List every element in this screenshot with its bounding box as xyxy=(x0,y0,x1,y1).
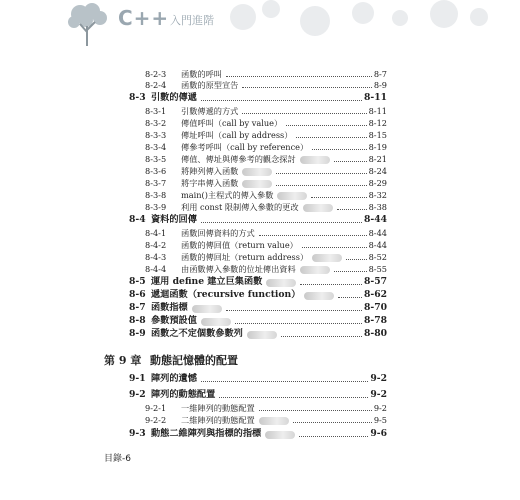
toc-page-number: 9-2 xyxy=(370,389,387,400)
toc-title: 運用 define 建立巨集函數 xyxy=(151,276,263,287)
toc-entry xyxy=(129,390,387,400)
toc-title: 陣列的動態配置 xyxy=(151,389,216,400)
toc-leader-dots xyxy=(346,258,366,260)
toc-entry xyxy=(145,80,387,90)
watermark-badge-icon xyxy=(300,156,330,164)
toc-entry xyxy=(145,415,387,425)
toc-page-number: 8-21 xyxy=(368,154,387,164)
toc-entry xyxy=(129,290,387,300)
book-subtitle: 入門進階 xyxy=(170,14,214,27)
toc-entry xyxy=(145,178,387,188)
toc-entry xyxy=(145,166,387,176)
toc-leader-dots xyxy=(276,172,366,174)
toc-number: 8-4-1 xyxy=(145,228,167,238)
toc-title: 利用 const 限制傳入參數的更改 xyxy=(181,202,299,212)
toc-leader-dots xyxy=(302,246,367,248)
decorative-bokeh-icon xyxy=(430,0,458,28)
toc-leader-dots xyxy=(334,270,367,272)
watermark-badge-icon xyxy=(242,180,272,188)
decorative-bokeh-icon xyxy=(392,10,408,26)
toc-title: main()主程式的傳入參數 xyxy=(181,190,274,200)
toc-number: 9-1 xyxy=(129,373,146,384)
toc-title: 二維陣列的動態配置 xyxy=(181,415,255,425)
toc-title: 傳址呼叫（call by address） xyxy=(181,130,293,140)
toc-entry xyxy=(129,329,387,339)
toc-leader-dots xyxy=(281,335,362,337)
toc-page-number: 8-32 xyxy=(368,190,387,200)
watermark-badge-icon xyxy=(312,254,342,262)
toc-page-number: 9-2 xyxy=(370,373,387,384)
toc-number: 8-4-2 xyxy=(145,240,167,250)
toc-leader-dots xyxy=(293,421,372,423)
toc-entry xyxy=(145,228,387,238)
toc-leader-dots xyxy=(201,380,368,382)
toc-page-number: 8-44 xyxy=(368,228,387,238)
watermark-badge-icon xyxy=(265,431,295,439)
toc-page-number: 8-19 xyxy=(368,142,387,152)
toc-title: 引數的傳遞 xyxy=(151,92,197,103)
toc-leader-dots xyxy=(242,86,371,88)
toc-leader-dots xyxy=(312,148,366,150)
watermark-badge-icon xyxy=(277,192,307,200)
toc-number: 8-4 xyxy=(129,214,146,225)
toc-page-number: 8-52 xyxy=(368,252,387,262)
toc-number: 8-4-4 xyxy=(145,264,167,274)
toc-title: 函數之不定個數參數列 xyxy=(151,328,243,339)
toc-leader-dots xyxy=(226,75,372,77)
decorative-bokeh-icon xyxy=(470,8,488,26)
toc-entry xyxy=(129,93,387,103)
toc-leader-dots xyxy=(337,208,367,210)
toc-title: 由函數傳入參數的位址傳出資料 xyxy=(181,264,296,274)
book-logo: C++ xyxy=(118,6,170,30)
toc-title: 遞迴函數（recursive function） xyxy=(151,289,301,300)
toc-page-number: 8-9 xyxy=(373,80,387,90)
toc-number: 9-2-1 xyxy=(145,403,167,413)
toc-number: 8-3-5 xyxy=(145,154,167,164)
toc-title: 函數的傳回值（return value） xyxy=(181,240,298,250)
watermark-badge-icon xyxy=(192,305,222,313)
toc-title: 動態二維陣列與指標的指標 xyxy=(151,428,262,439)
toc-page-number: 8-44 xyxy=(368,240,387,250)
toc-number: 8-3-4 xyxy=(145,142,167,152)
toc-entry xyxy=(129,215,387,225)
toc-page-number: 8-15 xyxy=(368,130,387,140)
toc-page-number: 8-55 xyxy=(368,264,387,274)
toc-leader-dots xyxy=(201,221,362,223)
toc-number: 8-3-1 xyxy=(145,106,167,116)
toc-leader-dots xyxy=(276,184,366,186)
toc-entry xyxy=(145,403,387,413)
toc-number: 8-3-7 xyxy=(145,178,167,188)
toc-number: 8-3-8 xyxy=(145,190,167,200)
toc-title: 陣列的遺憾 xyxy=(151,373,197,384)
toc-page-number: 8-62 xyxy=(364,289,387,300)
toc-leader-dots xyxy=(259,234,367,236)
watermark-badge-icon xyxy=(247,331,277,339)
toc-title: 傳值呼叫（call by value） xyxy=(181,118,283,128)
toc-page-number: 8-57 xyxy=(364,276,387,287)
toc-page-number: 8-78 xyxy=(364,315,387,326)
toc-entry xyxy=(104,356,304,366)
toc-title: 資料的回傳 xyxy=(151,214,197,225)
toc-entry xyxy=(145,264,387,274)
toc-number: 8-3-9 xyxy=(145,202,167,212)
toc-leader-dots xyxy=(259,409,372,411)
toc-number: 9-2-2 xyxy=(145,415,167,425)
toc-entry xyxy=(145,106,387,116)
decorative-bokeh-icon xyxy=(352,2,374,24)
watermark-badge-icon xyxy=(266,279,296,287)
toc-number: 8-8 xyxy=(129,315,146,326)
toc-number: 8-3-6 xyxy=(145,166,167,176)
toc-title: 一維陣列的動態配置 xyxy=(181,403,255,413)
toc-leader-dots xyxy=(334,160,367,162)
watermark-badge-icon xyxy=(304,292,334,300)
toc-page-number: 8-7 xyxy=(373,69,387,79)
toc-page-number: 8-38 xyxy=(368,202,387,212)
toc-number: 8-7 xyxy=(129,302,146,313)
toc-leader-dots xyxy=(299,435,368,437)
toc-page-number: 8-80 xyxy=(364,328,387,339)
watermark-badge-icon xyxy=(242,168,272,176)
toc-leader-dots xyxy=(311,196,366,198)
toc-title: 函數回傳資料的方式 xyxy=(181,228,255,238)
toc-number: 8-3 xyxy=(129,92,146,103)
toc-leader-dots xyxy=(201,99,362,101)
decorative-bokeh-icon xyxy=(262,0,280,18)
toc-page-number: 9-2 xyxy=(373,403,387,413)
toc-title: 傳參考呼叫（call by reference） xyxy=(181,142,309,152)
toc-title: 參數預設值 xyxy=(151,315,197,326)
toc-entry xyxy=(129,374,387,384)
toc-title: 函數指標 xyxy=(151,302,188,313)
toc-page-number: 8-11 xyxy=(364,92,387,103)
toc-page-number: 8-24 xyxy=(368,166,387,176)
toc-number: 9-2 xyxy=(129,389,146,400)
watermark-badge-icon xyxy=(259,417,289,425)
toc-leader-dots xyxy=(242,112,366,114)
toc-number: 8-3-2 xyxy=(145,118,167,128)
toc-entry xyxy=(145,69,387,79)
toc-leader-dots xyxy=(300,283,362,285)
watermark-badge-icon xyxy=(201,318,231,326)
toc-entry xyxy=(145,130,387,140)
toc-number: 8-3-3 xyxy=(145,130,167,140)
toc-title: 函數的呼叫 xyxy=(181,69,222,79)
toc-page-number: 8-29 xyxy=(368,178,387,188)
toc-leader-dots xyxy=(286,124,366,126)
toc-entry xyxy=(145,118,387,128)
toc-number: 8-2-3 xyxy=(145,69,167,79)
toc-page-number: 8-12 xyxy=(368,118,387,128)
toc-entry xyxy=(129,429,387,439)
toc-title: 將字串傳入函數 xyxy=(181,178,239,188)
page-footer: 目錄-6 xyxy=(104,454,131,464)
toc-number: 8-5 xyxy=(129,276,146,287)
toc-entry xyxy=(129,316,387,326)
toc-number: 8-4-3 xyxy=(145,252,167,262)
toc-entry xyxy=(129,277,387,287)
toc-number: 8-9 xyxy=(129,328,146,339)
toc-entry xyxy=(145,252,387,262)
toc-leader-dots xyxy=(338,296,362,298)
toc-title: 函數的原型宣告 xyxy=(181,80,239,90)
toc-page-number: 8-11 xyxy=(368,106,387,116)
toc-entry xyxy=(145,190,387,200)
toc-number: 9-3 xyxy=(129,428,146,439)
toc-page-number: 8-70 xyxy=(364,302,387,313)
toc-entry xyxy=(145,202,387,212)
decorative-bokeh-icon xyxy=(230,4,256,30)
toc-page-number: 8-44 xyxy=(364,214,387,225)
watermark-badge-icon xyxy=(303,204,333,212)
watermark-badge-icon xyxy=(300,266,330,274)
toc-number: 8-2-4 xyxy=(145,80,167,90)
toc-leader-dots xyxy=(219,396,368,398)
toc-entry xyxy=(145,240,387,250)
decorative-bokeh-icon xyxy=(300,6,330,36)
toc-entry xyxy=(145,142,387,152)
toc-number: 第 9 章 xyxy=(104,354,142,367)
toc-entry xyxy=(129,303,387,313)
toc-title: 動態記憶體的配置 xyxy=(150,354,238,367)
toc-leader-dots xyxy=(235,322,362,324)
tree-logo-icon xyxy=(60,2,116,48)
toc-title: 函數的傳回址（return address） xyxy=(181,252,309,262)
toc-entry xyxy=(145,154,387,164)
toc-leader-dots xyxy=(296,136,366,138)
toc-title: 將陣列傳入函數 xyxy=(181,166,239,176)
toc-page-number: 9-5 xyxy=(373,415,387,425)
toc-page-number: 9-6 xyxy=(370,428,387,439)
toc-title: 引數傳遞的方式 xyxy=(181,106,239,116)
page-header xyxy=(0,0,520,52)
toc-title: 傳值、傳址與傳參考的觀念探討 xyxy=(181,154,296,164)
toc-leader-dots xyxy=(226,309,362,311)
toc-number: 8-6 xyxy=(129,289,146,300)
